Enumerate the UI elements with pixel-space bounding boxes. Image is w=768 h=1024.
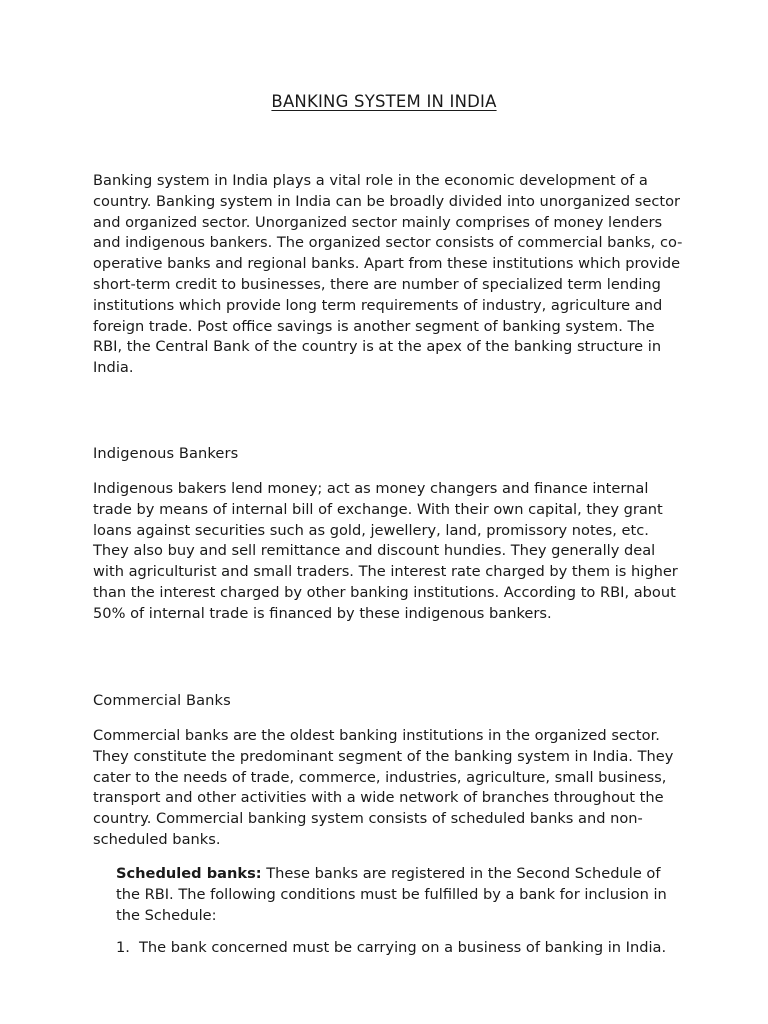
- document-title: BANKING SYSTEM IN INDIA: [271, 92, 497, 111]
- commercial-banks-paragraph: Commercial banks are the oldest banking institutions in the organized sector. They constitute the predominant segment of the banking system in India. They cater to the needs of trade, commerce, industries, agriculture, small business, transport and other activities with a wide network of branches throughout the country. Commercial banking system consists of scheduled banks and non-scheduled banks.: [93, 727, 674, 848]
- scheduled-banks-paragraph: [116, 864, 676, 926]
- scheduled-banks-lead: Scheduled banks:: [116, 865, 262, 882]
- intro-paragraph: Banking system in India plays a vital role in the economic development of a country. Banking system in India can be broadly divided into unorganized sector and organized sector. Unorganized sector mainly comprises of money lenders and indigenous bankers. The organized sector consists of commercial banks, co-operative banks and regional banks. Apart from these institutions which provide short-term credit to businesses, there are number of specialized term lending institutions which provide long term requirements of industry, agriculture and foreign trade. Post office savings is another segment of banking system. The RBI, the Central Bank of the country is at the apex of the banking structure in India.: [93, 172, 683, 377]
- list-item-text: The bank concerned must be carrying on a business of banking in India.: [139, 939, 667, 956]
- list-item: [116, 938, 676, 959]
- indigenous-bankers-paragraph: Indigenous bakers lend money; act as money changers and finance internal trade by means of internal bill of exchange. With their own capital, they grant loans against securities such as gold, jewellery, land, promissory notes, etc. They also buy and sell remittance and discount hundies. They generally deal with agriculturist and small traders. The interest rate charged by them is higher than the interest charged by other banking institutions. According to RBI, about 50% of internal trade is financed by these indigenous bankers.: [93, 480, 678, 622]
- heading-indigenous-bankers: Indigenous Bankers: [93, 445, 239, 462]
- heading-commercial-banks: Commercial Banks: [93, 692, 231, 709]
- scheduled-banks-text: These banks are registered in the Second Schedule of the RBI. The following conditions must be fulfilled by a bank for inclusion in the Schedule:: [116, 865, 667, 924]
- list-item-number: 1.: [116, 939, 130, 956]
